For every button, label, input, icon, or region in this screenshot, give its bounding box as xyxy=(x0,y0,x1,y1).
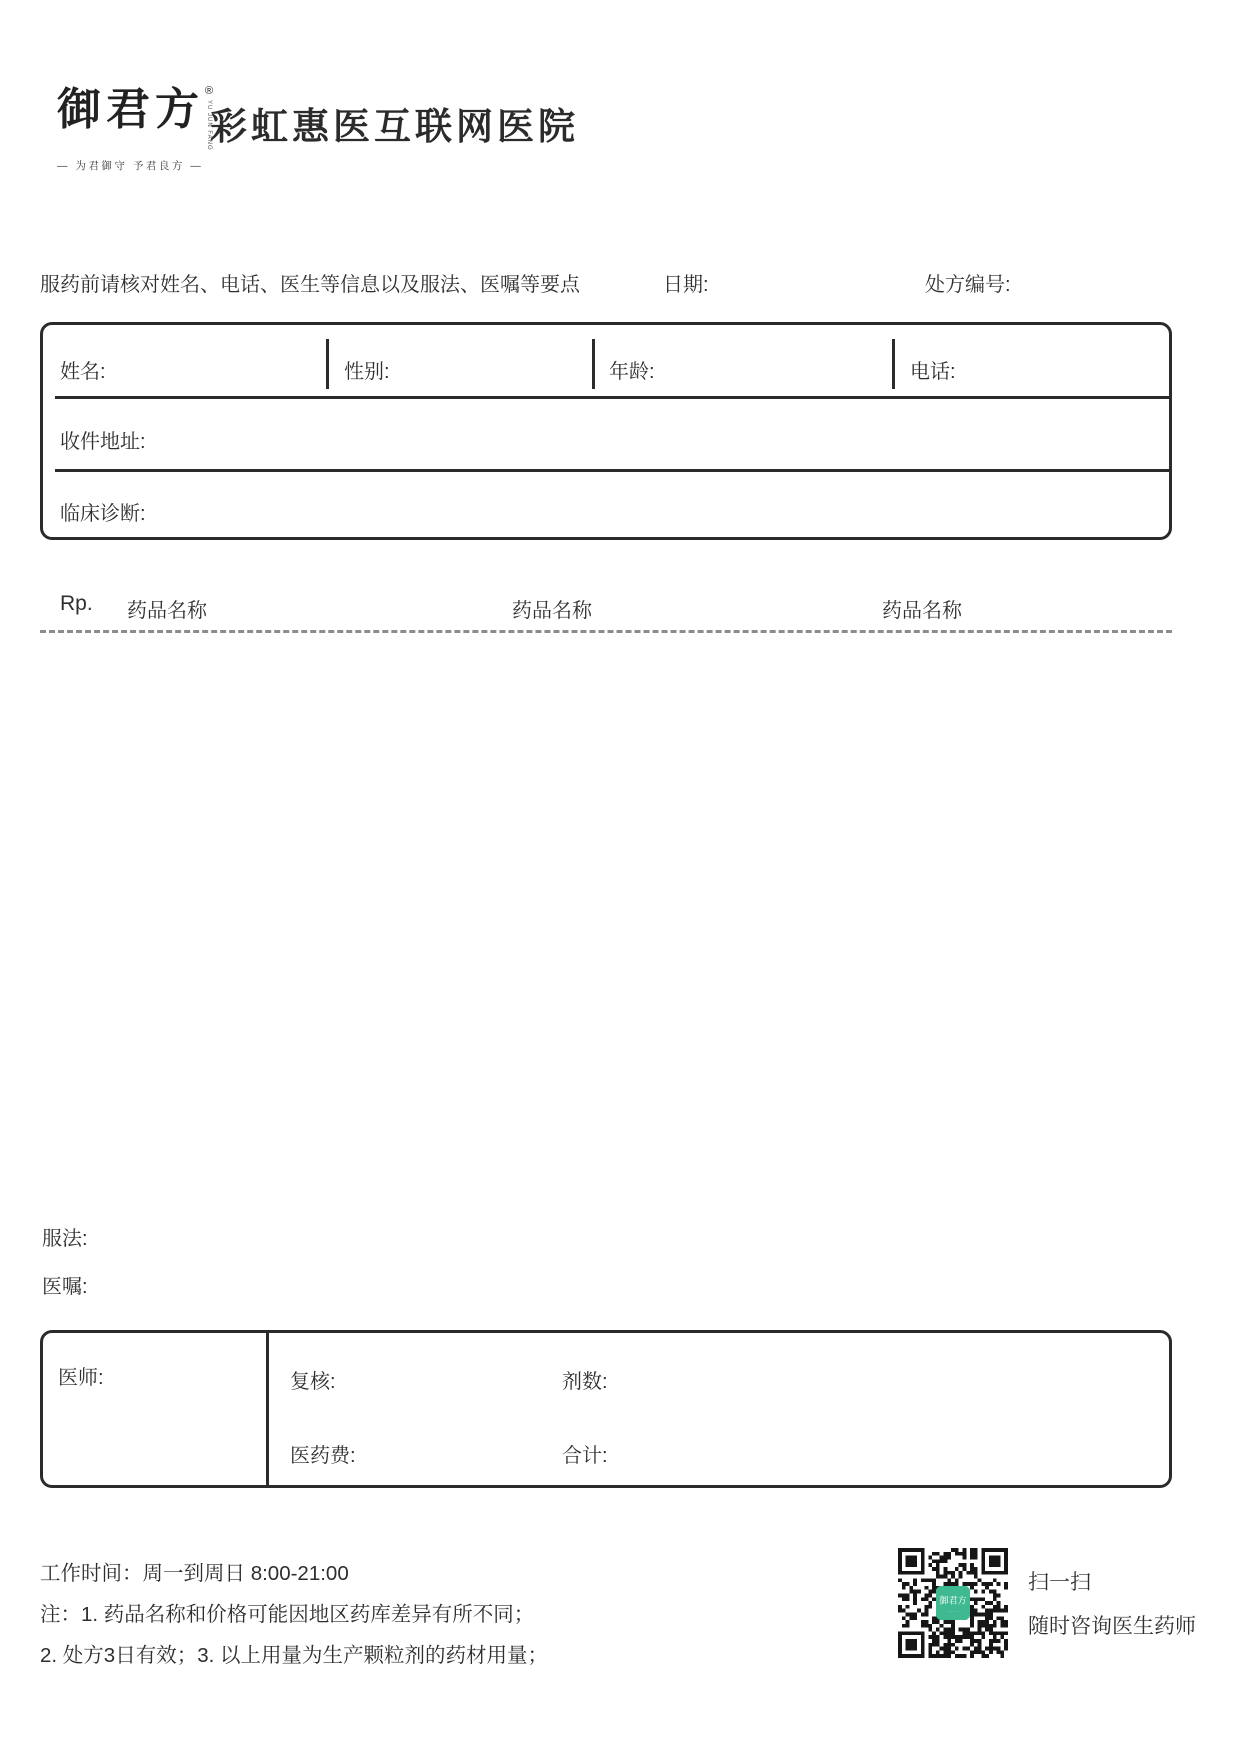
note-line-1: 注：1. 药品名称和价格可能因地区药库差异有所不同； xyxy=(40,1603,535,1626)
qr-scan-label: 扫一扫 xyxy=(1028,1571,1091,1594)
drug-name-header: 药品名称 xyxy=(882,600,962,622)
field-gender-label: 性别: xyxy=(344,361,390,383)
qr-center-text: 御君方 xyxy=(939,1595,967,1606)
column-divider xyxy=(326,339,329,389)
dose-count-label: 剂数: xyxy=(562,1371,608,1393)
field-age-label: 年龄: xyxy=(609,361,655,383)
registered-trademark-icon: ® xyxy=(205,85,214,97)
column-divider xyxy=(592,339,595,389)
qr-scan-subtitle: 随时咨询医生药师 xyxy=(1028,1615,1196,1638)
svg-text:· · · · ·: · · · · · xyxy=(947,1610,959,1615)
hospital-name: 彩虹惠医互联网医院 xyxy=(210,106,579,147)
note-line-2: 2. 处方3日有效；3. 以上用量为生产颗粒剂的药材用量； xyxy=(40,1644,548,1667)
date-label: 日期: xyxy=(663,274,709,296)
field-address-label: 收件地址: xyxy=(60,431,146,453)
verification-notice: 服药前请核对姓名、电话、医生等信息以及服法、医嘱等要点 xyxy=(40,274,580,296)
qr-code xyxy=(898,1548,1008,1658)
work-hours: 工作时间：周一到周日 8:00-21:00 xyxy=(40,1562,349,1585)
prescription-number-label: 处方编号: xyxy=(925,274,1011,296)
patient-info-box xyxy=(40,322,1172,540)
field-phone-label: 电话: xyxy=(910,361,956,383)
rp-label: Rp. xyxy=(60,592,93,615)
total-label: 合计: xyxy=(562,1445,608,1467)
brand-logo-pinyin: YU JUN FANG xyxy=(206,100,213,151)
drug-name-header: 药品名称 xyxy=(127,600,207,622)
medicine-fee-label: 医药费: xyxy=(290,1445,356,1467)
doctor-advice-label: 医嘱: xyxy=(42,1276,88,1298)
brand-logo-text: 御君方 xyxy=(57,84,204,135)
signature-box xyxy=(40,1330,1172,1488)
row-divider xyxy=(55,469,1169,472)
usage-method-label: 服法: xyxy=(42,1228,88,1250)
review-label: 复核: xyxy=(290,1371,336,1393)
dashed-separator xyxy=(40,630,1172,633)
field-diagnosis-label: 临床诊断: xyxy=(60,503,146,525)
brand-logo xyxy=(57,86,213,173)
field-name-label: 姓名: xyxy=(60,361,106,383)
row-divider xyxy=(55,396,1169,399)
column-divider xyxy=(892,339,895,389)
column-divider xyxy=(266,1333,269,1485)
doctor-label: 医师: xyxy=(58,1367,104,1389)
drug-name-header: 药品名称 xyxy=(512,600,592,622)
brand-tagline: — 为君御守 予君良方 — xyxy=(57,159,204,172)
